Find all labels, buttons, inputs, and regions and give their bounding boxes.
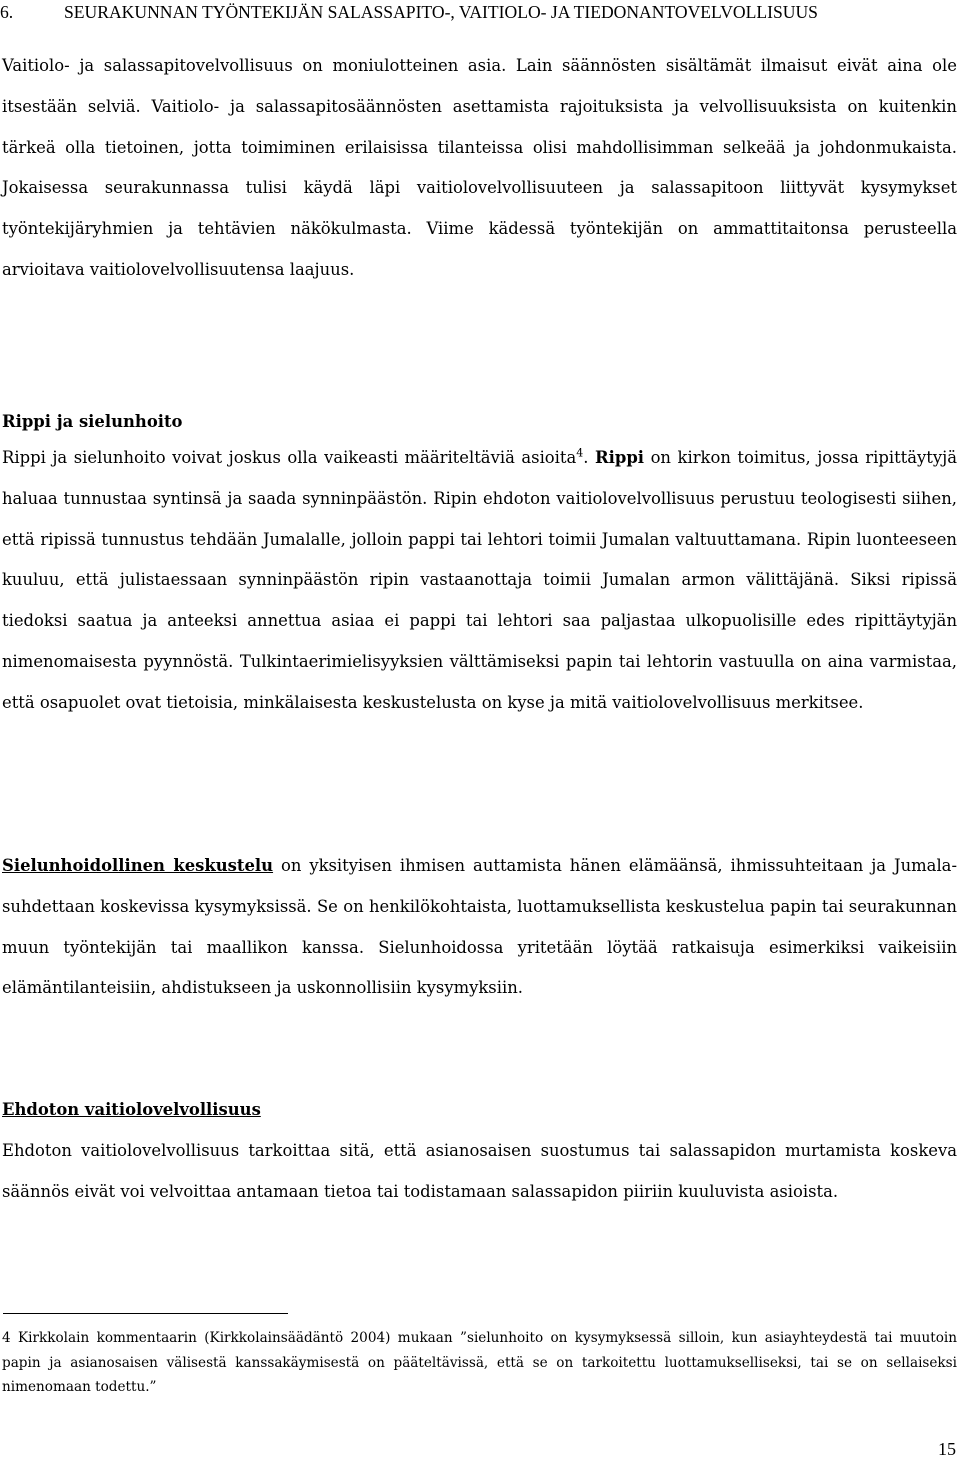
ehdoton-paragraph: Ehdoton vaitiolovelvollisuus tarkoittaa sitä, että asianosaisen suostumus tai salassapidon murtamista koskeva säännös eivät voi velvoittaa antamaan tietoa tai todistamaan salassapidon piiriin kuuluvista asioista. (2, 1141, 957, 1201)
sielunhoito-text: on yksityisen ihmisen auttamista hänen elämäänsä, ihmissuhteitaan ja Jumala-suhdettaan koskevissa kysymyksissä. Se on henkilökohtaista, luottamuksellista keskustelua papin tai seurakunnan muun työntekijän tai maallikon kanssa. Sielunhoidossa yritetään löytää ratkaisuja esimerkiksi vaikeisiin elämäntilanteisiin, ahdistukseen ja uskonnollisiin kysymyksiin. (2, 856, 957, 998)
rippi-heading: Rippi ja sielunhoito (2, 412, 183, 431)
footnote-text: Kirkkolain kommentaarin (Kirkkolainsäädäntö 2004) mukaan ”sielunhoito on kysymyksessä silloin, kun asiayhteydestä tai muutoin papin ja asianosaisen välisestä kanssakäymisestä on pääteltävissä, että se on tarkoitettu luottamukselliseksi, tai se on sellaiseksi nimenomaan todettu.” (2, 1330, 957, 1396)
footnote-marker: 4 (2, 1330, 11, 1346)
intro-paragraph: Vaitiolo- ja salassapitovelvollisuus on moniulotteinen asia. Lain säännösten sisältämät ilmaisut eivät aina ole itsestään selviä. Vaitiolo- ja salassapitosäännösten asettamista rajoituksista ja velvollisuuksista on kuitenkin tärkeä olla tietoinen, jotta toimiminen erilaisissa tilanteissa olisi mahdollisimman selkeää ja johdonmukaista. Jokaisessa seurakunnassa tulisi käydä läpi vaitiolovelvollisuuteen ja salassapitoon liittyvät kysymykset työntekijäryhmien ja tehtävien näkökulmasta. Viime kädessä työntekijän on ammattitaitonsa perusteella arvioitava vaitiolovelvollisuutensa laajuus. (2, 56, 957, 279)
section-number: 6. (0, 2, 14, 22)
rippi-text-intro: Rippi ja sielunhoito voivat joskus olla vaikeasti määriteltäviä asioita (2, 448, 577, 467)
rippi-paragraph (2, 438, 957, 724)
rippi-term: Rippi (595, 448, 645, 467)
section-title: SEURAKUNNAN TYÖNTEKIJÄN SALASSAPITO-, VAITIOLO- JA TIEDONANTOVELVOLLISUUS (64, 2, 818, 22)
page-number: 15 (938, 1439, 956, 1459)
footnote (2, 1326, 957, 1400)
section-heading (0, 0, 960, 24)
sielunhoito-term: Sielunhoidollinen keskustelu (2, 856, 274, 875)
footnote-reference: 4 (576, 446, 584, 460)
sielunhoito-paragraph (2, 846, 957, 1009)
ehdoton-heading: Ehdoton vaitiolovelvollisuus (2, 1100, 261, 1119)
rippi-text-body: on kirkon toimitus, jossa ripittäytyjä haluaa tunnustaa syntinsä ja saada synninpäästön. Ripin ehdoton vaitiolovelvollisuus perustuu teologisesti siihen, että ripissä tunnustus tehdään Jumalalle, jolloin pappi tai lehtori toimii Jumalan valtuuttamana. Ripin luonteeseen kuuluu, että julistaessaan synninpäästön ripin vastaanottaja toimii Jumalan armon välittäjänä. Siksi ripissä tiedoksi saatua ja anteeksi annettua asiaa ei pappi tai lehtori saa paljastaa ulkopuolisille edes ripittäytyjän nimenomaisesta pyynnöstä. Tulkintaerimielisyyksien välttämiseksi papin tai lehtorin vastuulla on aina varmistaa, että osapuolet ovat tietoisia, minkälaisesta keskustelusta on kyse ja mitä vaitiolovelvollisuus merkitsee. (2, 448, 957, 712)
rippi-punctuation: . (583, 448, 596, 467)
footnote-separator (3, 1313, 288, 1314)
